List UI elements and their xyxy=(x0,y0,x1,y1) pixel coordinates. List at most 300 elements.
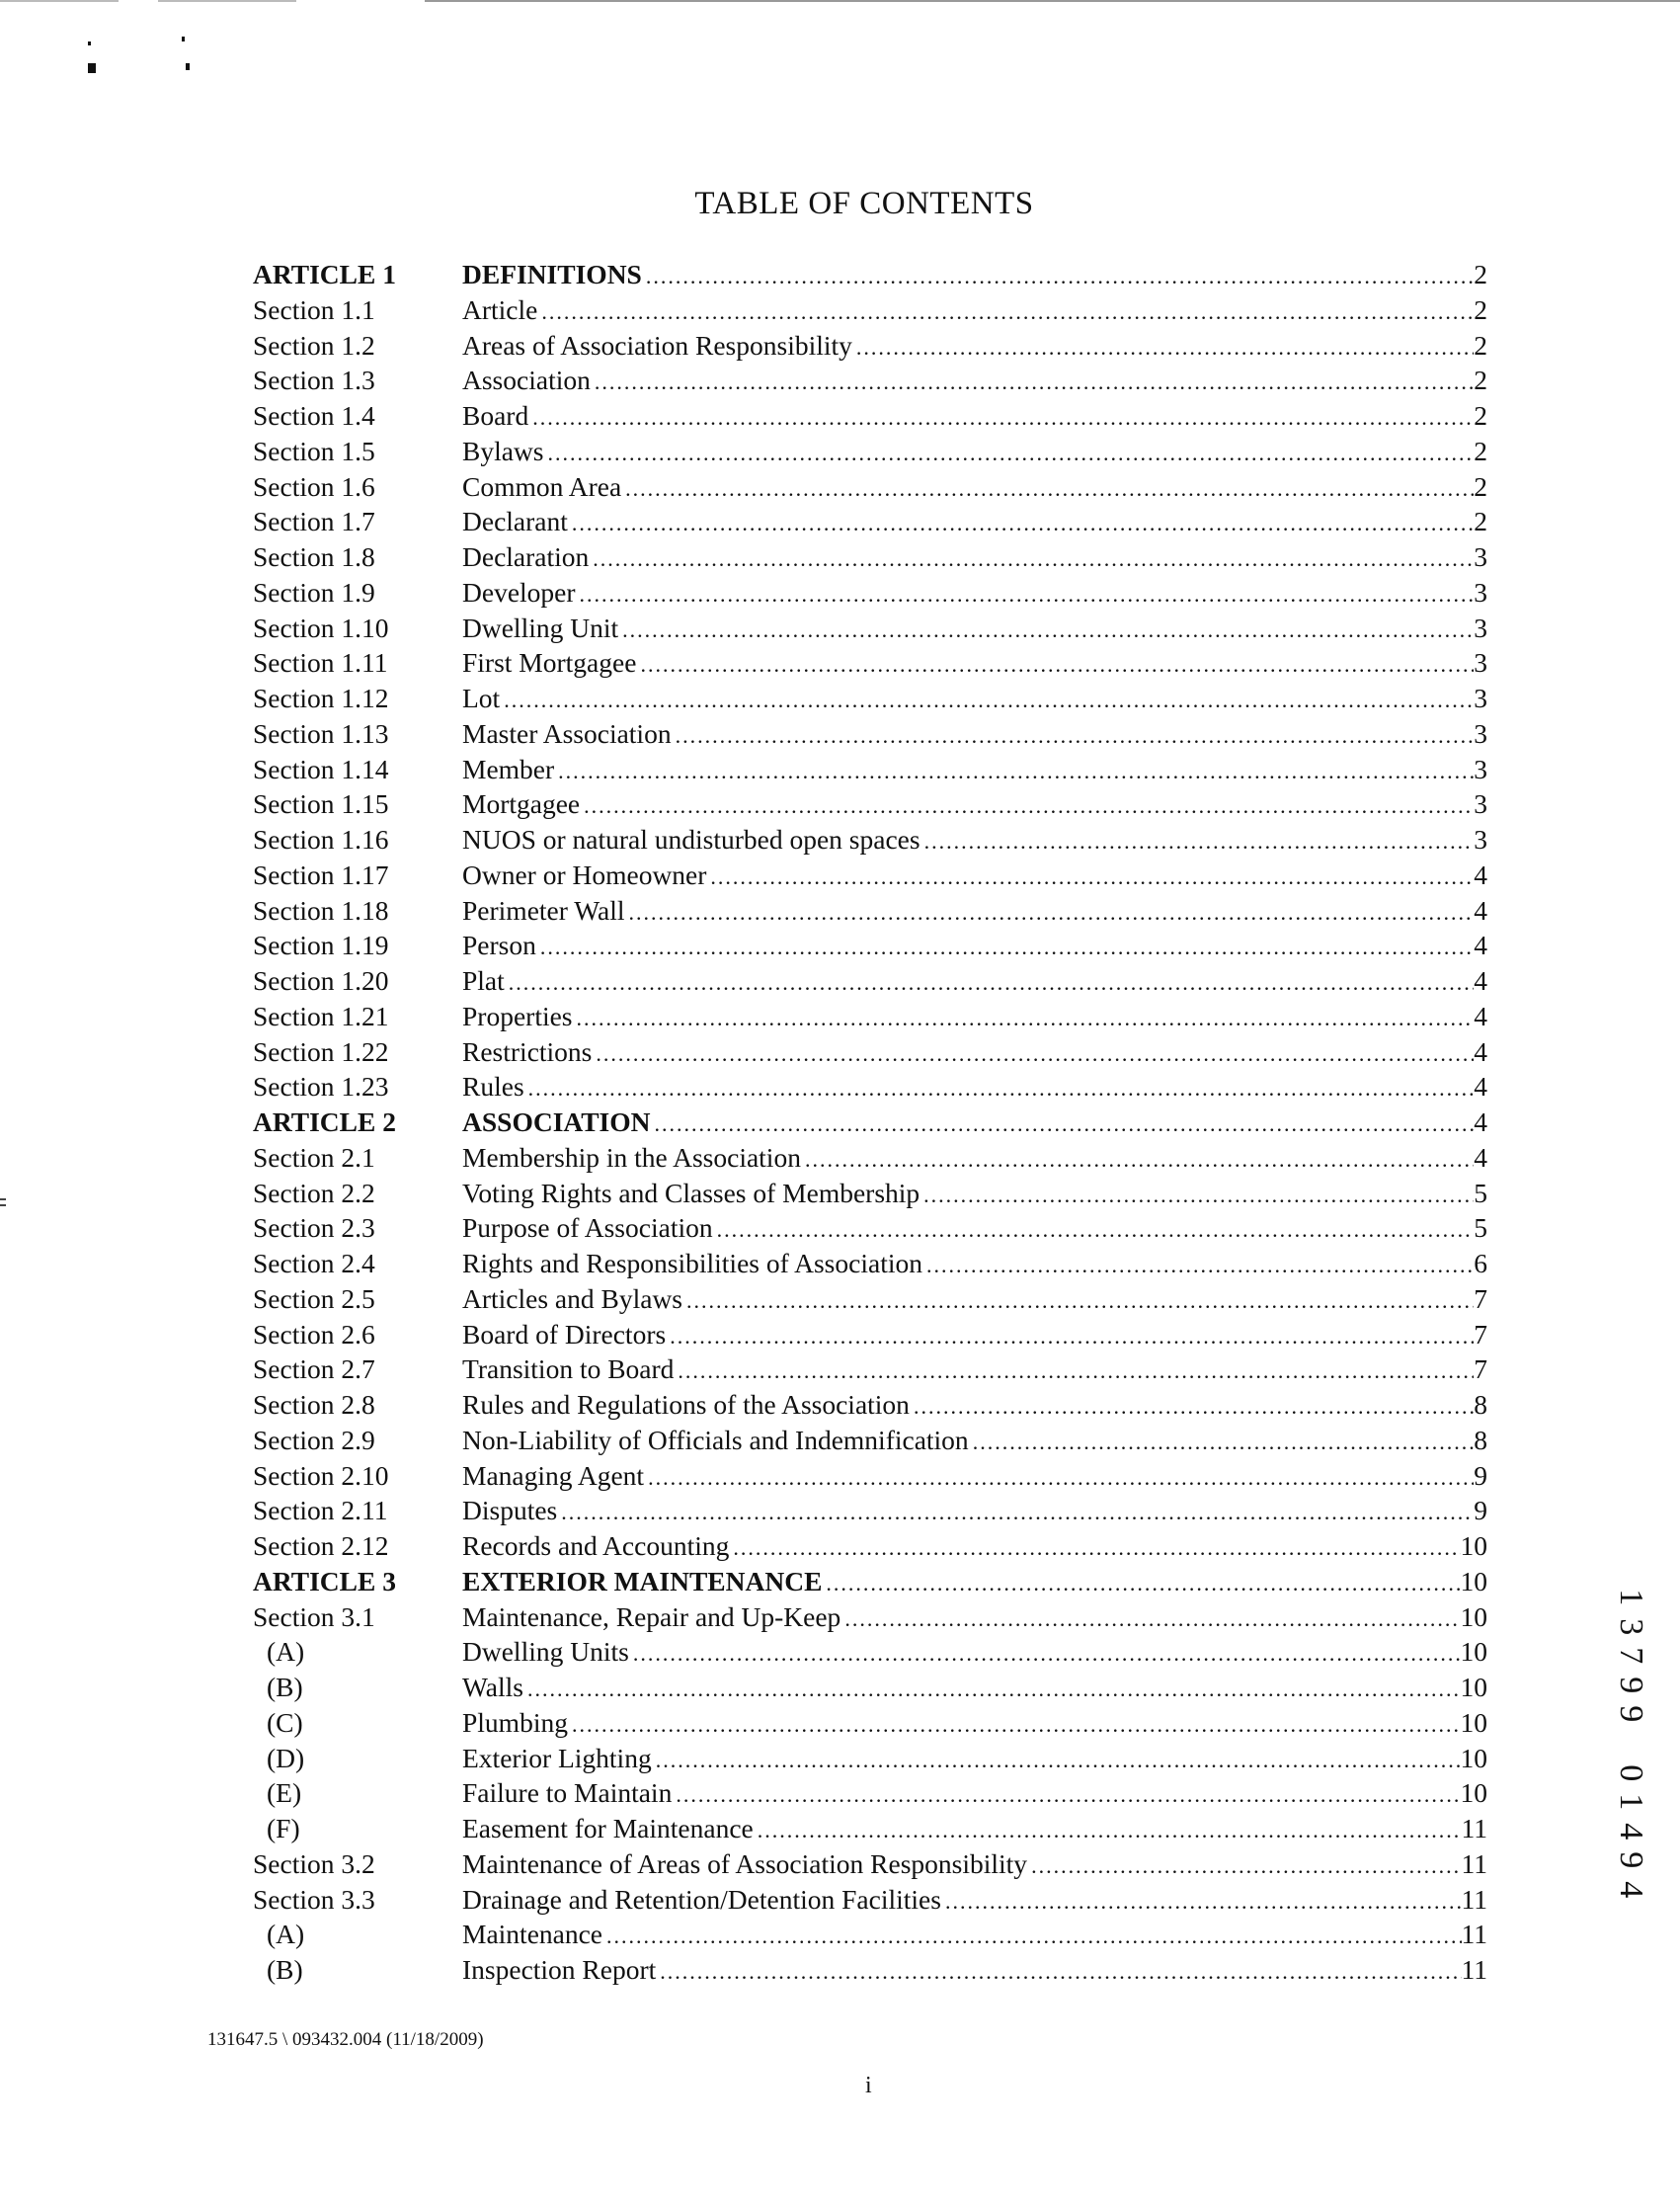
toc-row xyxy=(253,1775,1487,1811)
toc-title: Failure to Maintain xyxy=(462,1777,673,1809)
dot-leader xyxy=(914,1389,1474,1425)
dot-leader xyxy=(926,1248,1474,1283)
toc-article-row xyxy=(253,1105,1487,1140)
toc-title: Perimeter Wall xyxy=(462,894,625,926)
scan-speck xyxy=(182,37,185,41)
toc-row xyxy=(253,575,1487,611)
toc-page-number: 9 xyxy=(1474,1495,1487,1526)
toc-label: Section 2.8 xyxy=(253,1389,375,1420)
dot-leader xyxy=(561,1495,1474,1530)
toc-row xyxy=(253,469,1487,505)
dot-leader xyxy=(577,1001,1475,1036)
toc-label: Section 3.3 xyxy=(253,1883,375,1915)
toc-title: Maintenance xyxy=(462,1919,603,1950)
toc-title: Walls xyxy=(462,1672,523,1702)
toc-entry xyxy=(462,257,1487,294)
toc-row xyxy=(253,1281,1487,1317)
side-stamp-digit: 1 xyxy=(1612,1589,1649,1606)
toc-row xyxy=(253,681,1487,716)
toc-label: (A) xyxy=(267,1919,305,1950)
toc-row xyxy=(253,645,1487,681)
dot-leader xyxy=(923,1178,1474,1213)
toc-title: First Mortgagee xyxy=(462,647,637,679)
toc-row xyxy=(253,963,1487,999)
toc-row xyxy=(253,1387,1487,1423)
toc-row xyxy=(253,1952,1487,1988)
toc-entry xyxy=(462,1493,1487,1530)
toc-page-number: 2 xyxy=(1474,365,1487,396)
toc-row xyxy=(253,1917,1487,1952)
toc-entry xyxy=(462,1882,1487,1920)
toc-page-number: 11 xyxy=(1461,1919,1487,1950)
toc-page-number: 2 xyxy=(1474,329,1487,361)
dot-leader xyxy=(1031,1848,1461,1884)
toc-entry xyxy=(462,1176,1487,1213)
dot-leader xyxy=(528,1071,1475,1106)
toc-entry xyxy=(462,504,1487,541)
toc-title: Membership in the Association xyxy=(462,1141,801,1173)
dot-leader xyxy=(924,824,1475,859)
toc-entry xyxy=(462,1069,1487,1106)
toc-title: Article xyxy=(462,293,538,325)
toc-entry xyxy=(462,328,1487,366)
toc-label: Section 1.8 xyxy=(253,541,375,572)
dot-leader xyxy=(527,1672,1461,1707)
toc-title: Lot xyxy=(462,683,501,713)
dot-leader xyxy=(655,1106,1475,1142)
toc-page-number: 3 xyxy=(1474,753,1487,784)
toc-label: Section 1.10 xyxy=(253,612,389,643)
dot-leader xyxy=(856,330,1474,366)
toc-page-number: 3 xyxy=(1474,824,1487,855)
toc-title: Declaration xyxy=(462,541,590,572)
toc-title: Areas of Association Responsibility xyxy=(462,329,852,361)
dot-leader xyxy=(593,541,1474,577)
toc-label: Section 1.20 xyxy=(253,965,389,996)
dot-leader xyxy=(805,1142,1474,1178)
toc-title: Declarant xyxy=(462,506,568,537)
document-reference: 131647.5 \ 093432.004 (11/18/2009) xyxy=(207,2029,484,2050)
toc-page-number: 4 xyxy=(1474,1141,1487,1173)
dot-leader xyxy=(733,1530,1460,1566)
dot-leader xyxy=(973,1425,1475,1460)
toc-label: Section 1.9 xyxy=(253,576,375,608)
side-stamp-digit: 1 xyxy=(1612,1793,1649,1811)
toc-title: Purpose of Association xyxy=(462,1212,713,1244)
scan-speck xyxy=(186,63,190,70)
toc-page-number: 8 xyxy=(1474,1389,1487,1420)
toc-row xyxy=(253,611,1487,646)
toc-label: Section 1.15 xyxy=(253,788,389,820)
toc-article-row xyxy=(253,1564,1487,1599)
toc-label: Section 2.4 xyxy=(253,1248,375,1278)
scan-edge-mark xyxy=(0,1204,6,1206)
toc-title: Exterior Lighting xyxy=(462,1742,652,1773)
toc-title: Mortgagee xyxy=(462,788,581,820)
toc-page-number: 11 xyxy=(1461,1813,1487,1843)
toc-row xyxy=(253,752,1487,787)
toc-entry xyxy=(462,1458,1487,1496)
toc-row xyxy=(253,1246,1487,1281)
toc-label: Section 2.12 xyxy=(253,1530,389,1561)
toc-entry xyxy=(462,1387,1487,1425)
dot-leader xyxy=(572,1707,1461,1743)
toc-label: Section 1.6 xyxy=(253,470,375,502)
toc-entry xyxy=(462,716,1487,754)
toc-row xyxy=(253,858,1487,893)
toc-page-number: 3 xyxy=(1474,788,1487,820)
toc-row xyxy=(253,292,1487,328)
side-stamp-number xyxy=(1612,1583,1649,1904)
toc-title: Inspection Report xyxy=(462,1954,657,1985)
toc-title: Rules xyxy=(462,1071,524,1103)
dot-leader xyxy=(509,965,1474,1001)
dot-leader xyxy=(686,1283,1474,1319)
toc-row xyxy=(253,1599,1487,1635)
toc-page-number: 10 xyxy=(1460,1742,1487,1773)
toc-title: Dwelling Units xyxy=(462,1636,629,1668)
toc-page-number: 4 xyxy=(1474,1106,1487,1137)
side-stamp-digit: 4 xyxy=(1612,1880,1649,1898)
dot-leader xyxy=(945,1884,1462,1920)
toc-label: ARTICLE 3 xyxy=(253,1565,396,1596)
toc-label: Section 1.11 xyxy=(253,647,388,679)
scan-speck xyxy=(88,41,91,45)
toc-page-number: 2 xyxy=(1474,435,1487,466)
toc-entry xyxy=(462,1564,1487,1601)
toc-label: Section 1.18 xyxy=(253,894,389,926)
toc-title: EXTERIOR MAINTENANCE xyxy=(462,1565,823,1596)
toc-page-number: 10 xyxy=(1460,1565,1487,1596)
toc-page-number: 2 xyxy=(1474,259,1487,289)
toc-row xyxy=(253,1140,1487,1176)
dot-leader xyxy=(625,471,1474,507)
dot-leader xyxy=(646,259,1474,294)
toc-title: NUOS or natural undisturbed open spaces xyxy=(462,824,920,855)
side-stamp-digit: 4 xyxy=(1612,1822,1649,1840)
toc-label: Section 2.9 xyxy=(253,1424,375,1455)
page-title: TABLE OF CONTENTS xyxy=(694,186,1034,221)
toc-entry xyxy=(462,1140,1487,1178)
dot-leader xyxy=(710,859,1474,895)
toc-title: Properties xyxy=(462,1000,573,1031)
toc-page-number: 10 xyxy=(1460,1530,1487,1561)
toc-entry xyxy=(462,752,1487,789)
toc-label: Section 1.5 xyxy=(253,435,375,466)
dot-leader xyxy=(844,1601,1460,1637)
toc-entry xyxy=(462,1317,1487,1354)
toc-label: (B) xyxy=(267,1672,303,1702)
toc-page-number: 2 xyxy=(1474,470,1487,502)
dot-leader xyxy=(826,1566,1460,1601)
toc-page-number: 5 xyxy=(1474,1177,1487,1208)
toc-row xyxy=(253,1034,1487,1070)
toc-label: Section 1.3 xyxy=(253,365,375,396)
toc-row xyxy=(253,1493,1487,1528)
toc-title: Bylaws xyxy=(462,435,544,466)
toc-entry xyxy=(462,1034,1487,1072)
toc-label: ARTICLE 2 xyxy=(253,1106,396,1137)
toc-entry xyxy=(462,1952,1487,1990)
toc-page-number: 3 xyxy=(1474,576,1487,608)
toc-entry xyxy=(462,645,1487,683)
toc-page-number: 10 xyxy=(1460,1672,1487,1702)
toc-label: Section 2.11 xyxy=(253,1495,388,1526)
toc-entry xyxy=(462,434,1487,471)
dot-leader xyxy=(606,1919,1462,1954)
toc-label: Section 1.12 xyxy=(253,683,389,713)
toc-page-number: 3 xyxy=(1474,647,1487,679)
toc-entry xyxy=(462,1705,1487,1743)
toc-label: Section 2.10 xyxy=(253,1459,389,1491)
scan-speck xyxy=(88,63,96,73)
toc-title: Association xyxy=(462,365,591,396)
toc-page-number: 9 xyxy=(1474,1459,1487,1491)
toc-page-number: 5 xyxy=(1474,1212,1487,1244)
side-stamp-digit: 9 xyxy=(1612,1851,1649,1869)
toc-page-number: 3 xyxy=(1474,612,1487,643)
scan-edge-line xyxy=(0,0,1680,2)
dot-leader xyxy=(532,400,1474,436)
toc-page-number: 3 xyxy=(1474,717,1487,749)
toc-label: (C) xyxy=(267,1706,303,1738)
toc-label: Section 2.2 xyxy=(253,1177,375,1208)
toc-title: Member xyxy=(462,753,555,784)
dot-leader xyxy=(648,1460,1474,1496)
toc-entry xyxy=(462,928,1487,965)
toc-page-number: 11 xyxy=(1461,1847,1487,1879)
toc-entry xyxy=(462,1281,1487,1319)
toc-entry xyxy=(462,363,1487,400)
toc-row xyxy=(253,822,1487,858)
toc-row xyxy=(253,1210,1487,1246)
toc-page-number: 4 xyxy=(1474,1035,1487,1067)
toc-title: Master Association xyxy=(462,717,672,749)
toc-entry xyxy=(462,893,1487,931)
toc-page-number: 8 xyxy=(1474,1424,1487,1455)
toc-entry xyxy=(462,1846,1487,1884)
side-stamp-digit: 7 xyxy=(1612,1647,1649,1665)
toc-row xyxy=(253,434,1487,469)
toc-article-row xyxy=(253,257,1487,292)
toc-title: Voting Rights and Classes of Membership xyxy=(462,1177,920,1208)
dot-leader xyxy=(584,788,1474,824)
toc-page-number: 10 xyxy=(1460,1600,1487,1632)
toc-entry xyxy=(462,469,1487,507)
toc-label: (B) xyxy=(267,1954,303,1985)
toc-page-number: 7 xyxy=(1474,1353,1487,1385)
toc-entry xyxy=(462,1423,1487,1460)
toc-title: Maintenance, Repair and Up-Keep xyxy=(462,1600,841,1632)
toc-row xyxy=(253,1528,1487,1564)
toc-label: Section 1.13 xyxy=(253,717,389,749)
dot-leader xyxy=(558,754,1474,789)
toc-label: Section 1.14 xyxy=(253,753,389,784)
side-stamp-digit: 9 xyxy=(1612,1676,1649,1693)
toc-entry xyxy=(462,858,1487,895)
toc-entry xyxy=(462,539,1487,577)
toc-entry xyxy=(462,1105,1487,1142)
toc-title: Managing Agent xyxy=(462,1459,645,1491)
toc-title: Owner or Homeowner xyxy=(462,859,707,890)
toc-row xyxy=(253,1705,1487,1741)
toc-row xyxy=(253,928,1487,963)
toc-row xyxy=(253,1634,1487,1670)
toc-entry xyxy=(462,1351,1487,1389)
side-stamp-digit xyxy=(1616,1729,1645,1759)
toc-label: ARTICLE 1 xyxy=(253,259,396,289)
toc-entry xyxy=(462,611,1487,648)
toc-row xyxy=(253,1670,1487,1705)
toc-row xyxy=(253,363,1487,398)
dot-leader xyxy=(622,613,1474,648)
toc-entry xyxy=(462,963,1487,1001)
toc-row xyxy=(253,716,1487,752)
toc-entry xyxy=(462,1246,1487,1283)
toc-row xyxy=(253,1351,1487,1387)
toc-label: (F) xyxy=(267,1813,300,1843)
dot-leader xyxy=(676,718,1475,754)
toc-title: Articles and Bylaws xyxy=(462,1282,683,1314)
toc-title: Common Area xyxy=(462,470,622,502)
toc-row xyxy=(253,1069,1487,1105)
toc-title: Restrictions xyxy=(462,1035,593,1067)
toc-title: Records and Accounting xyxy=(462,1530,730,1561)
toc-row xyxy=(253,504,1487,539)
side-stamp-digit: 0 xyxy=(1612,1763,1649,1781)
toc-row xyxy=(253,1846,1487,1882)
toc-label: Section 2.3 xyxy=(253,1212,375,1244)
toc-entry xyxy=(462,1811,1487,1848)
toc-row xyxy=(253,999,1487,1034)
toc-title: ASSOCIATION xyxy=(462,1106,651,1137)
toc-entry xyxy=(462,398,1487,436)
toc-label: Section 1.23 xyxy=(253,1071,389,1103)
toc-entry xyxy=(462,786,1487,824)
dot-leader xyxy=(633,1636,1461,1672)
toc-title: Maintenance of Areas of Association Responsibility xyxy=(462,1847,1028,1879)
page-number: i xyxy=(865,2073,872,2098)
toc-label: Section 1.2 xyxy=(253,329,375,361)
toc-row xyxy=(253,398,1487,434)
toc-page-number: 2 xyxy=(1474,506,1487,537)
toc-title: Board xyxy=(462,400,529,431)
toc-row xyxy=(253,893,1487,929)
toc-page-number: 3 xyxy=(1474,683,1487,713)
toc-page-number: 2 xyxy=(1474,293,1487,325)
dot-leader xyxy=(580,577,1475,613)
table-of-contents xyxy=(253,257,1487,1988)
toc-label: Section 1.16 xyxy=(253,824,389,855)
toc-title: Drainage and Retention/Detention Facilities xyxy=(462,1883,941,1915)
toc-page-number: 4 xyxy=(1474,859,1487,890)
toc-page-number: 7 xyxy=(1474,1318,1487,1350)
toc-label: (E) xyxy=(267,1777,302,1809)
scan-edge-mark xyxy=(0,1198,6,1200)
toc-row xyxy=(253,1458,1487,1494)
toc-entry xyxy=(462,292,1487,330)
toc-entry xyxy=(462,999,1487,1036)
toc-page-number: 2 xyxy=(1474,400,1487,431)
toc-label: Section 1.1 xyxy=(253,293,375,325)
toc-label: Section 1.4 xyxy=(253,400,375,431)
toc-row xyxy=(253,1811,1487,1846)
toc-entry xyxy=(462,1634,1487,1672)
dot-leader xyxy=(670,1319,1474,1354)
toc-title: Easement for Maintenance xyxy=(462,1813,754,1843)
toc-title: Person xyxy=(462,930,536,961)
toc-row xyxy=(253,1317,1487,1352)
toc-page-number: 11 xyxy=(1461,1883,1487,1915)
toc-entry xyxy=(462,822,1487,859)
toc-label: Section 3.2 xyxy=(253,1847,375,1879)
toc-entry xyxy=(462,1670,1487,1707)
dot-leader xyxy=(717,1212,1475,1248)
dot-leader xyxy=(660,1954,1461,1990)
toc-label: Section 2.1 xyxy=(253,1141,375,1173)
toc-title: Dwelling Unit xyxy=(462,612,619,643)
dot-leader xyxy=(572,506,1474,541)
toc-entry xyxy=(462,1599,1487,1637)
toc-page-number: 4 xyxy=(1474,1071,1487,1103)
dot-leader xyxy=(640,647,1474,683)
toc-page-number: 10 xyxy=(1460,1706,1487,1738)
toc-label: (A) xyxy=(267,1636,305,1668)
toc-title: Disputes xyxy=(462,1495,558,1526)
toc-title: Plat xyxy=(462,965,505,996)
toc-row xyxy=(253,1882,1487,1918)
dot-leader xyxy=(656,1743,1461,1778)
toc-page-number: 3 xyxy=(1474,541,1487,572)
dot-leader xyxy=(504,683,1474,718)
toc-page-number: 4 xyxy=(1474,894,1487,926)
toc-row xyxy=(253,1176,1487,1211)
toc-title: Rights and Responsibilities of Association xyxy=(462,1248,922,1278)
toc-label: Section 2.5 xyxy=(253,1282,375,1314)
toc-title: Non-Liability of Officials and Indemnification xyxy=(462,1424,969,1455)
toc-label: Section 1.19 xyxy=(253,930,389,961)
toc-title: DEFINITIONS xyxy=(462,259,642,289)
toc-page-number: 10 xyxy=(1460,1777,1487,1809)
toc-row xyxy=(253,1741,1487,1776)
toc-label: Section 3.1 xyxy=(253,1600,375,1632)
dot-leader xyxy=(595,365,1474,400)
toc-entry xyxy=(462,575,1487,613)
side-stamp-digit: 9 xyxy=(1612,1705,1649,1723)
toc-entry xyxy=(462,1210,1487,1248)
toc-label: Section 1.17 xyxy=(253,859,389,890)
toc-entry xyxy=(462,1917,1487,1954)
toc-row xyxy=(253,539,1487,575)
toc-title: Transition to Board xyxy=(462,1353,675,1385)
toc-page-number: 7 xyxy=(1474,1282,1487,1314)
toc-row xyxy=(253,1423,1487,1458)
dot-leader xyxy=(548,436,1475,471)
toc-label: (D) xyxy=(267,1742,305,1773)
toc-row xyxy=(253,328,1487,364)
toc-label: Section 2.7 xyxy=(253,1353,375,1385)
toc-entry xyxy=(462,1528,1487,1566)
dot-leader xyxy=(596,1036,1474,1072)
toc-title: Developer xyxy=(462,576,576,608)
toc-page-number: 10 xyxy=(1460,1636,1487,1668)
dot-leader xyxy=(678,1353,1474,1389)
toc-row xyxy=(253,786,1487,822)
toc-page-number: 4 xyxy=(1474,965,1487,996)
toc-title: Rules and Regulations of the Association xyxy=(462,1389,910,1420)
toc-entry xyxy=(462,1741,1487,1778)
dot-leader xyxy=(676,1777,1460,1813)
